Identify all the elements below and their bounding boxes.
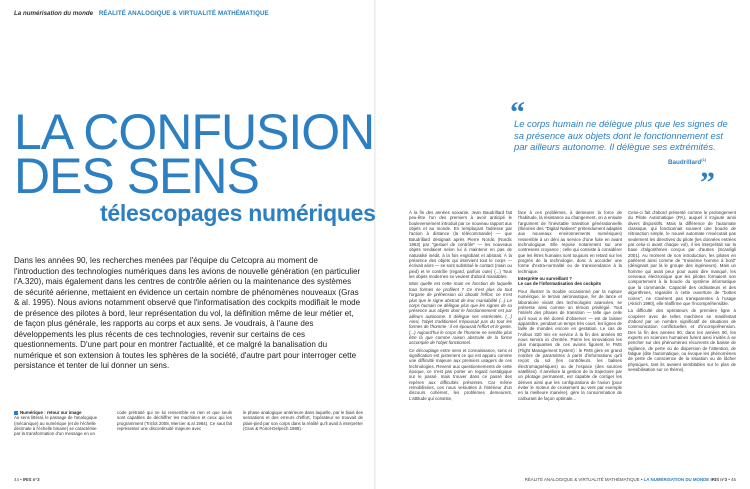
legend-text: Au sens littéral, le passage de l'analogique (mécanique) au numérique (et de l'échelle décimale à l'échelle binaire) se caractérise par la transformation d'un message en un bbox=[14, 415, 98, 437]
sidebar-legend bbox=[14, 410, 102, 437]
page-gutter bbox=[374, 0, 376, 489]
paragraph: face à ces problèmes, à demeurer la force de l'habitude, la résistance au changement, on a ensuite l'argument de l'inévitable transition générationnelle (théories des "Digital Natives" prétendument adaptés aux nouveaux environnements numériques) ressemble à un déni au service d'une fuite en avant technologique. Elle repose notamment sur une contresens croyance ; celle qui consiste à considérer que les êtres humains sont toujours en retard sur les progrès de la technologie, donc à accorder une forme d'extra-normalité ou de transcendance à la technique. bbox=[518, 210, 622, 274]
section-heading: Interprète ou surveillant ? bbox=[518, 276, 572, 282]
square-bullet-icon bbox=[14, 411, 18, 415]
legend-heading: Numérique : retour sur image bbox=[20, 410, 82, 415]
article-subtitle: télescopages numériques bbox=[100, 200, 376, 226]
text-column-3 bbox=[628, 210, 736, 472]
running-header bbox=[14, 10, 269, 17]
text-column bbox=[117, 410, 232, 472]
text-column-2 bbox=[518, 210, 622, 472]
paragraph: le phase analogique antérieure dans laquelle, par le biais des sensations et des erreurs d'effort, l'opérateur se trouvait de plain-pied par son corps dans la réalité qu'il avait à interpréter (Gras & Poirot-Delpech 1989). bbox=[243, 410, 363, 432]
text-column bbox=[243, 410, 363, 472]
section-subtitle: RÉALITÉ ANALOGIQUE & VIRTUALITÉ MATHÉMATIQUE bbox=[98, 10, 269, 17]
page-number: 45 bbox=[731, 477, 736, 482]
open-quote-icon: “ bbox=[510, 96, 525, 129]
page-number: 44 bbox=[14, 477, 19, 482]
right-page-footer: RÉALITÉ ANALOGIQUE & VIRTUALITÉ MATHÉMATIQUE • LA NUMÉRISATION DU MONDE IRIS n°3 • 45 bbox=[524, 477, 736, 482]
article-title-line1: LA CONFUSION bbox=[14, 104, 375, 160]
magazine-name: IRIS n°3 • bbox=[710, 477, 730, 482]
paragraph: Celui-ci fait d'abord présenté comme le prolongement du Pilote Automatique (PA), auquel il s'ajoute ainsi divers dispositifs. Mais la différence de l'automate classique, qui fonctionnait souvent une boucle de rétroaction simple, le nouvel automate n'exécutait pas seulement les directives du pilote (les données entrées par celui-ci avant chaque vol), il les interprétait sur la base d'algorithmes conçus par d'autres (Scardigli 2001). Au moment de son introduction, les pilotes en parlèrent ainsi comme de "troisième homme à bord" (désignant par là le groupe des ingénieurs). Mais un homme qui avait peur pour aussi dire manqué, les cerveaux électronique que les pilotes formaient son comportement à la boucle du système informatique que la commande. Capacité des ordinateurs et des algorithmes, regardés à cette ouverture de "bottes noires", ne s'avèrent pas transparentes à l'usage (Akrich 1990), elle réaffirme que l'incompréhensible. bbox=[628, 210, 736, 306]
paragraph: Pour illustrer la trouble occasionné par la rupture numérique, le terrain aéronautique, fer de lance et laboratoire vivant des technologies avancées, se présente ainsi comme un témoin privilégié. Tout l'intérêt des phases de transition — telle que celle qu'il nous a été donné d'observer — est de laisser apparaître, pendant un temps très court, les lignes de faille de mondes encore en gestation. Le cas de l'Airbus 320 mis en service à la fin des années 80 nous servira ici d'entrée. Parmi les innovations les plus marquantes de ces avions figurent le FMS (Flight Management System) : le FMS gère en grand nombre de paramètres à partir d'informations qu'il reçoit du sol (les contrôleurs, les balises électromagnétiques) ou de l'espace (des sources satellites). Il améliore la gestion de la trajectoire par un pilotage permanent, est capable de corriger les dérives ainsi que les configurations de l'avion (pour éviter le moteur de croisement au vent par exemple en la meilleure manière), gère la consommation de carburant de façon optimale... bbox=[518, 288, 622, 401]
section-heading: Le cas de l'informatisation des cockpits bbox=[518, 281, 602, 287]
section-title: La numérisation du monde bbox=[14, 10, 94, 17]
quote-author: Baudrillard$^{(1)}$ bbox=[668, 157, 707, 167]
left-page-footer: 44 • IRIS n°3 bbox=[14, 477, 40, 482]
close-quote-icon: ” bbox=[700, 166, 715, 199]
paragraph: Ce découplage entre sens et connaissance, sens et signification est justement ce qui est apparu comme une difficulté majeure aux premiers usagers de ces technologies. Revenir aux questionnements de cette époque, ce n'est pas porter un regard nostalgique sur le passé, mais trouver dans ce passé des repères aux difficultés présentes. Car même remobilisées, ces nous veloutées à l'intérieur d'un discours cohérent, les problèmes demeurent. L'attitude qui consiste, bbox=[409, 347, 512, 401]
paragraph-quote: Mais quelle est cette main en fonction de laquelle tous formes se profilent ? Ce n'est plus du tout l'organe de préhension où aboutit l'effort, ce n'est plus que le signe abstrait de leur maniabilité (...) Le corps humain ne délègue plus que les signes de sa présence aux objets dont le fonctionnement est par ailleurs autonome. Il délègue ses extrémités. (...) Ainsi, l'objet traditionnel n'épousait pas du tout les formes de l'homme : il en épousait l'effort et le geste. (...) Aujourd'hui le corps de l'homme ne semble plus être là que comme raison abstraite de la forme accomplie de l'objet fonctionnel. bbox=[409, 281, 512, 346]
article-intro: Dans les années 90, les recherches menées par l'équipe du Cetcopra au moment de l'introduction des technologies numériques dans les avions de nouvelle génération (en particulier l'A.320), mais également dans les centres de contrôle aérien ou la maintenance des systèmes de sécurité aérienne, mettaient en évidence un certain nombre de phénomènes nouveaux (Gras & al. 1995). Nous avions notamment observé que l'informatisation des cockpits modifiait le mode de présence des pilotes à bord, leur représentation du vol, la définition même de leur métier et, de façon plus générale, les rapports au corps et aux sens. Je voudrais, à l'aune des développements les plus récents de ces technologies, revenir sur certains de ces questionnements. D'une part pour en montrer l'actualité, et ce malgré la banalisation du numérique et son extension à toutes les sphères de la société, d'autre part pour interroger cette persistance et tenter de lui donner un sens. bbox=[14, 256, 361, 370]
pull-quote: Le corps humain ne délègue plus que les signes de sa présence aux objets dont le fonctionnement est par ailleurs autonome. Il délègue ses extrémités. bbox=[514, 118, 728, 153]
section-name: LA NUMÉRISATION DU MONDE bbox=[643, 477, 710, 482]
text-column-1 bbox=[409, 210, 512, 472]
magazine-name: IRIS n°3 bbox=[22, 477, 40, 482]
paragraph: À la fin des années soixante, Jean Baudrillard fait peu-être l'un des premiers à avoir anticipé le bouleversement introduit par ce nouveau rapport aux objets et au monde. En remplaçant l'adresse par l'action à distance (la télécommande) — que Baudrillard désignait après Pierre Nordic (Nordic 1963) par "gestuel de contrôle" — les nouveaux objets tendaient selon lui à maintenir en pas de naturalité inédit, à la fois englobant et abstrait. À la présence des objets qui intervient tout le corps — écrivait alors — se sont substitué le contact (main ou pied) et le contrôle (regard, parfois ouïe) (...) Tous les objets modernes se veulent d'abord maniables. bbox=[409, 210, 512, 280]
paragraph: code prétraité qui ne lui ressemble en rien et que seuls sont capables de déchiffrer les machines et ceux qui les programment (Triclot 2008, Mercier & al 1984). Ce saut fait représenter une discontinuité majeure avec bbox=[117, 410, 232, 432]
paragraph: La difficulté des opérateurs de première ligne à coopérer avec de telles machines se manifestait d'abord par un nombre significatif de situations de communication conflictuelles et d'incompréhension. Des la fin des années 80, dans les années 90, les experts en sciences humaines furent ainsi invités à se pencher sur des phénomènes récurrents de baisse de vigilance, de perte ou de dispersion de l'attention, de fatigue (dite l'automatique, ou évoque les phénomènes de perte de conscience de la situation ou de lâcher physiques, tant ils avaient semblables sur le plan de sensibilisation sur ce thème). bbox=[628, 308, 736, 372]
article-title-line2: DES SENS bbox=[14, 148, 259, 204]
